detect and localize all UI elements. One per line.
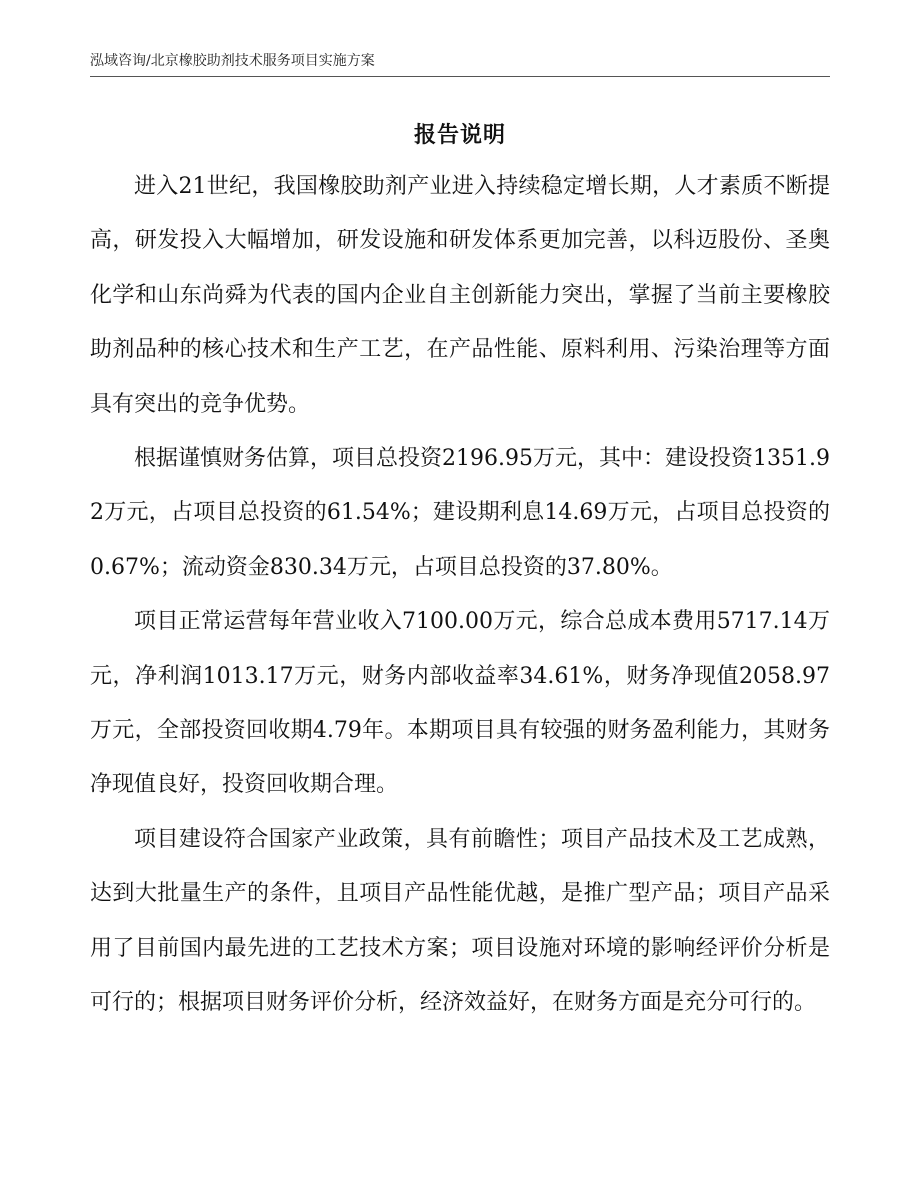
- paragraph-investment-estimate: 根据谨慎财务估算，项目总投资2196.95万元，其中：建设投资1351.92万元，占项目总投资的61.54%；建设期利息14.69万元，占项目总投资的0.67%；流动资金830.34万元，占项目总投资的37.80%。: [90, 446, 830, 580]
- document-body: [90, 160, 830, 1031]
- paragraph-financial-returns: 项目正常运营每年营业收入7100.00万元，综合总成本费用5717.14万元，净利润1013.17万元，财务内部收益率34.61%，财务净现值2058.97万元，全部投资回收期4.79年。本期项目具有较强的财务盈利能力，其财务净现值良好，投资回收期合理。: [90, 609, 830, 798]
- document-title: 报告说明: [413, 122, 506, 148]
- page-header: 泓域咨询/北京橡胶助剂技术服务项目实施方案: [90, 53, 375, 69]
- paragraph-industry-overview: 进入21世纪，我国橡胶助剂产业进入持续稳定增长期，人才素质不断提高，研发投入大幅增加，研发设施和研发体系更加完善，以科迈股份、圣奥化学和山东尚舜为代表的国内企业自主创新能力突出，掌握了当前主要橡胶助剂品种的核心技术和生产工艺，在产品性能、原料利用、污染治理等方面具有突出的竞争优势。: [90, 174, 830, 417]
- header-divider: [90, 76, 830, 77]
- paragraph-feasibility-conclusion: 项目建设符合国家产业政策，具有前瞻性；项目产品技术及工艺成熟，达到大批量生产的条件，且项目产品性能优越，是推广型产品；项目产品采用了目前国内最先进的工艺技术方案；项目设施对环境的影响经评价分析是可行的；根据项目财务评价分析，经济效益好，在财务方面是充分可行的。: [90, 826, 830, 1016]
